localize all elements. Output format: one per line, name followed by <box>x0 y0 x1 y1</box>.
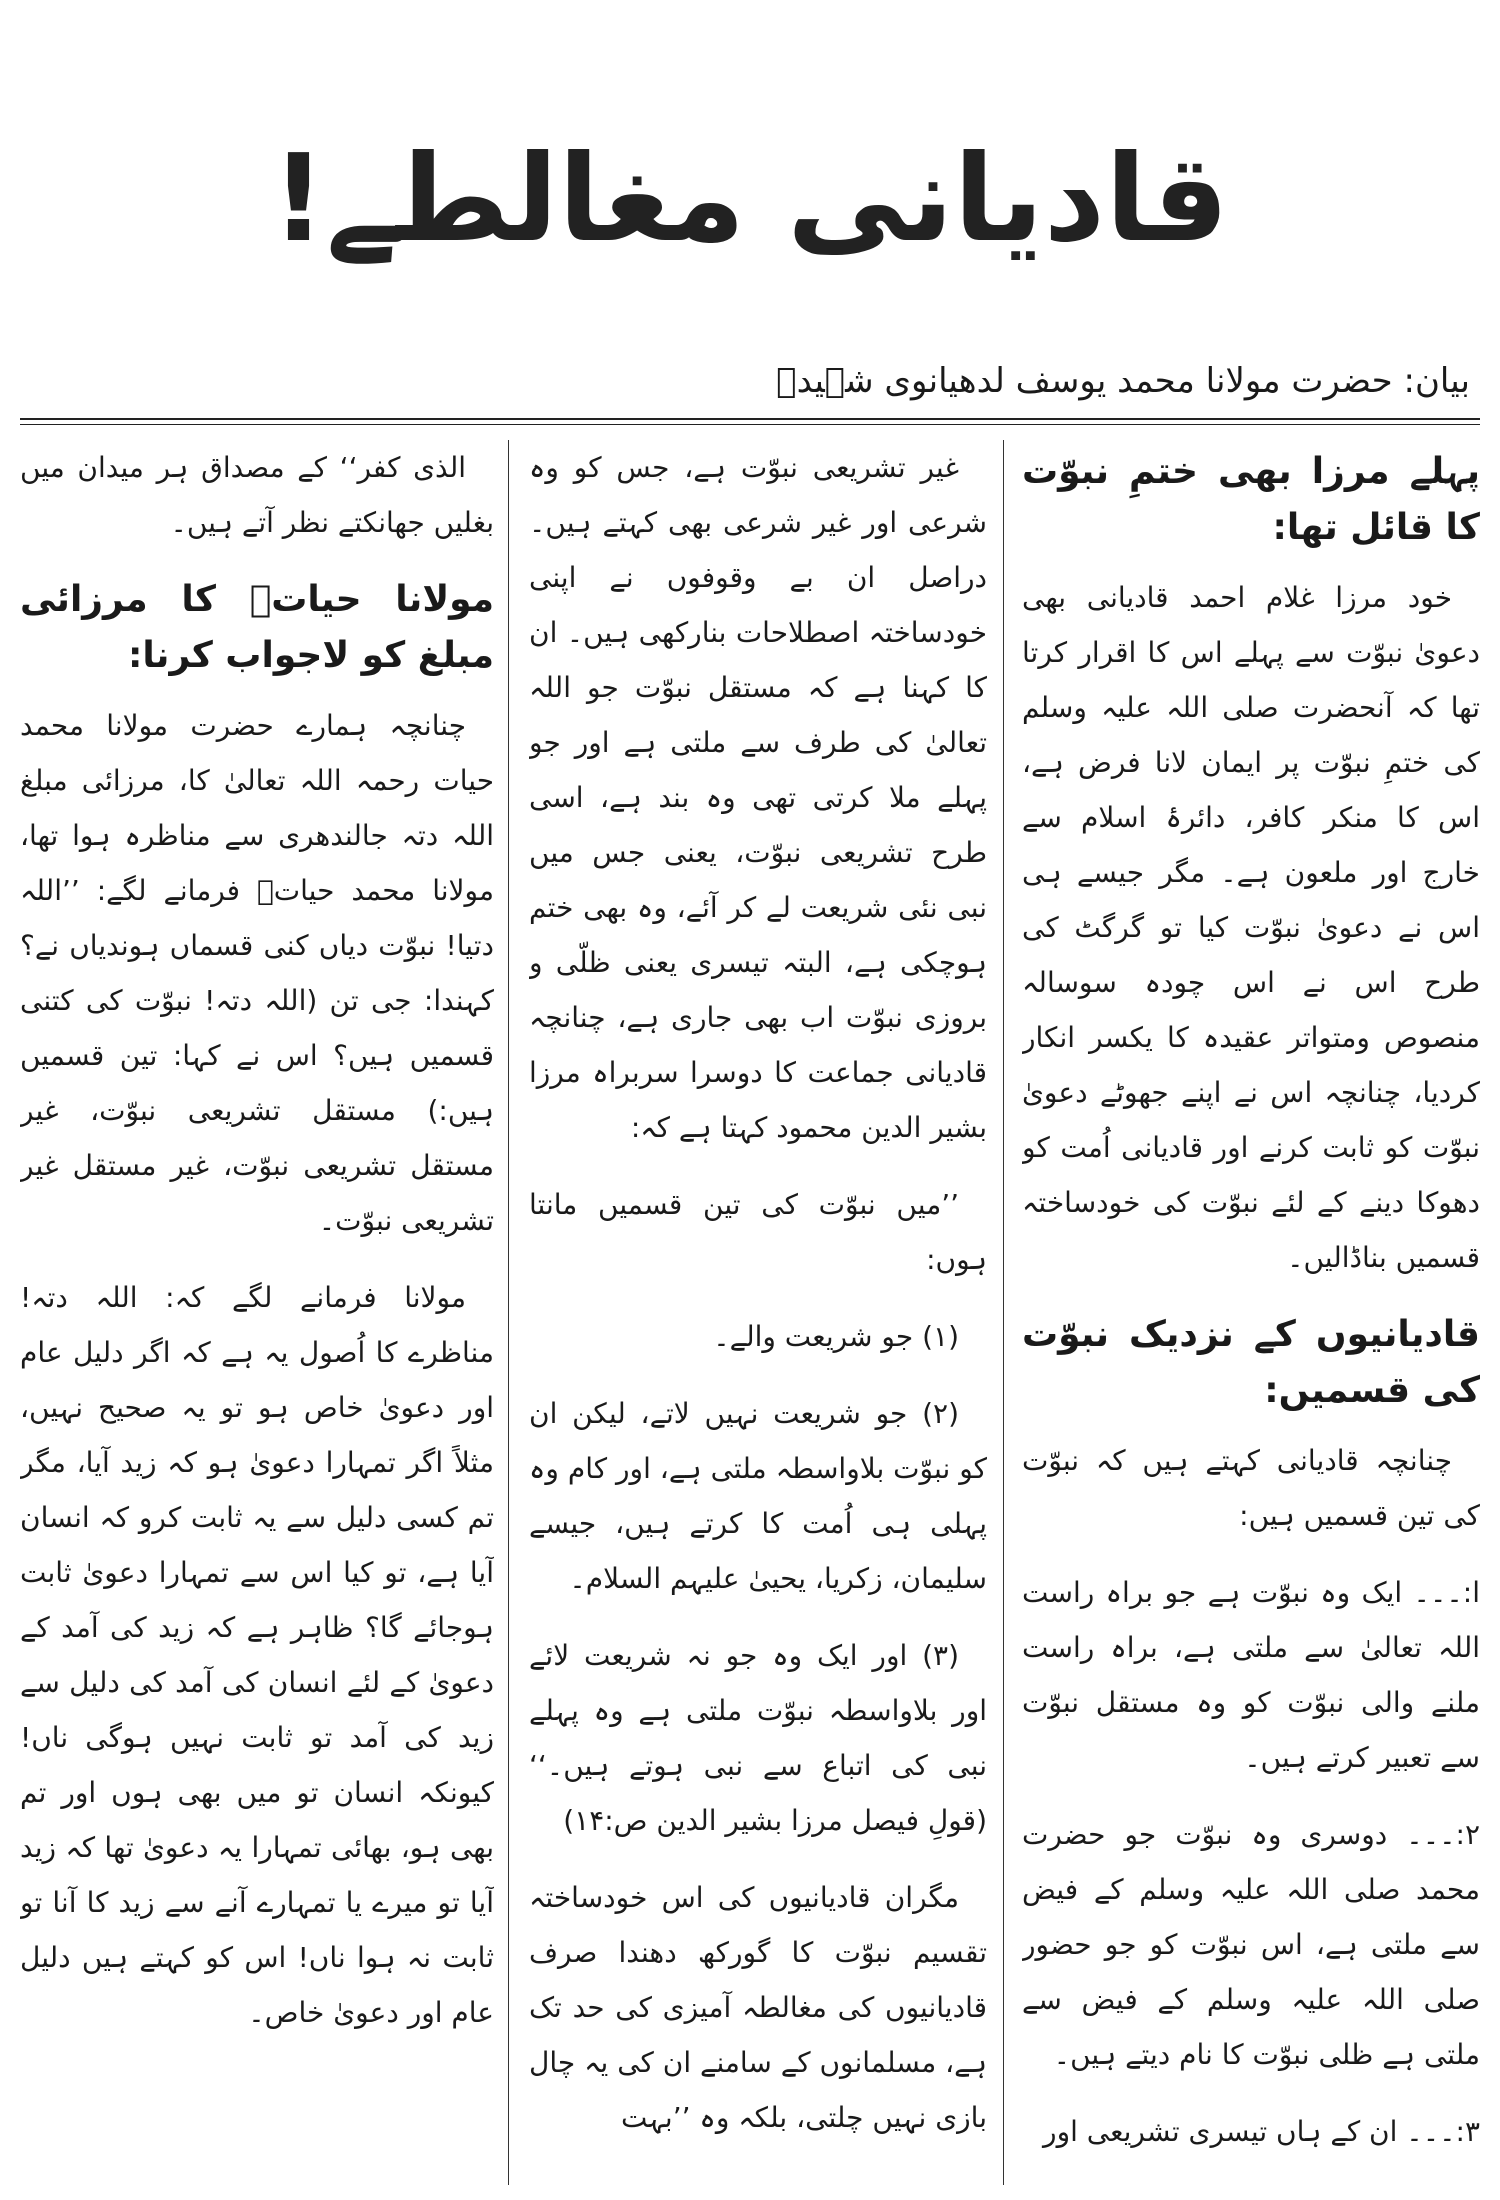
quote-line: ’’میں نبوّت کی تین قسمیں مانتا ہوں: <box>529 1188 987 1276</box>
section-heading: پہلے مرزا بھی ختمِ نبوّت کا قائل تھا: <box>1022 451 1480 548</box>
quote-line: (۱) جو شریعت والے۔ <box>713 1320 959 1353</box>
column-divider <box>1003 440 1004 2185</box>
column-left <box>20 440 494 2185</box>
column-middle <box>529 440 987 2185</box>
paragraph: چنانچہ ہمارے حضرت مولانا محمد حیات رحمہ اللہ تعالیٰ کا، مرزائی مبلغ اللہ دتہ جالندھری سے مناظرہ ہوا تھا، مولانا محمد حیاتؒ فرمانے لگے: ’’اللہ دتیا! نبوّت دیاں کنی قسماں ہوندیاں نے؟ کہندا: جی تن (اللہ دتہ! نبوّت کی کتنی قسمیں ہیں؟ اس نے کہا: تین قسمیں ہیں:) مستقل تشریعی نبوّت، غیر مستقل تشریعی نبوّت، غیر مستقل غیر تشریعی نبوّت۔ <box>20 709 494 1237</box>
paragraph: الذی کفر‘‘ کے مصداق ہر میدان میں بغلیں جھانکتے نظر آتے ہیں۔ <box>20 451 494 539</box>
column-divider <box>508 440 509 2185</box>
paragraph: خود مرزا غلام احمد قادیانی بھی دعویٰ نبوّت سے پہلے اس کا اقرار کرتا تھا کہ آنحضرت صلی اللہ علیہ وسلم کی ختمِ نبوّت پر ایمان لانا فرض ہے، اس کا منکر کافر، دائرۂ اسلام سے خارج اور ملعون ہے۔ مگر جیسے ہی اس نے دعویٰ نبوّت کیا تو گرگٹ کی طرح اس نے اس چودہ سوسالہ منصوص ومتواتر عقیدہ کا یکسر انکار کردیا، چنانچہ اس نے اپنے جھوٹے دعویٰ نبوّت کو ثابت کرنے اور قادیانی اُمت کو دھوکا دینے کے لئے نبوّت کی خودساختہ قسمیں بناڈالیں۔ <box>1022 581 1480 1274</box>
byline-rule <box>20 418 1480 420</box>
paragraph: مگران قادیانیوں کی اس خودساختہ تقسیم نبوّت کا گورکھ دھندا صرف قادیانیوں کی مغالطہ آمیزی کی حد تک ہے، مسلمانوں کے سامنے ان کی یہ چال بازی نہیں چلتی، بلکہ وہ ’’بہت <box>529 1881 987 2134</box>
list-item: ۳:۔۔۔ ان کے ہاں تیسری تشریعی اور <box>1043 2115 1480 2148</box>
list-item: ۲:۔۔۔ دوسری وہ نبوّت جو حضرت محمد صلی اللہ علیہ وسلم کے فیض سے ملتی ہے، اس نبوّت کو جو حضور صلی اللہ علیہ وسلم کے فیض سے ملتی ہے ظلی نبوّت کا نام دیتے ہیں۔ <box>1022 1818 1480 2071</box>
quote-line: (۲) جو شریعت نہیں لاتے، لیکن ان کو نبوّت بلاواسطہ ملتی ہے، اور کام وہ پہلی ہی اُمت کا کرتے ہیں، جیسے سلیمان، زکریا، یحییٰ علیہم السلام۔ <box>529 1397 987 1595</box>
byline-rule-thin <box>20 424 1480 425</box>
paragraph: غیر تشریعی نبوّت ہے، جس کو وہ شرعی اور غیر شرعی بھی کہتے ہیں۔ دراصل ان بے وقوفوں نے اپنی خودساختہ اصطلاحات بنارکھی ہیں۔ ان کا کہنا ہے کہ مستقل نبوّت جو اللہ تعالیٰ کی طرف سے ملتی ہے اور جو پہلے ملا کرتی تھی وہ بند ہے، اسی طرح تشریعی نبوّت، یعنی جس میں نبی نئی شریعت لے کر آئے، وہ بھی ختم ہوچکی ہے، البتہ تیسری یعنی ظلّی و بروزی نبوّت اب بھی جاری ہے، چنانچہ قادیانی جماعت کا دوسرا سربراہ مرزا بشیر الدین محمود کہتا ہے کہ: <box>529 451 987 1144</box>
section-heading: قادیانیوں کے نزدیک نبوّت کی قسمیں: <box>1022 1314 1480 1411</box>
article-byline: بیان: حضرت مولانا محمد یوسف لدھیانوی شہیدؒ <box>776 361 1470 401</box>
quote-line: (۳) اور ایک وہ جو نہ شریعت لائے اور بلاواسطہ نبوّت ملتی ہے وہ پہلے نبی کی اتباع سے نبی ہوتے ہیں۔‘‘ (قولِ فیصل مرزا بشیر الدین ص:۱۴) <box>529 1639 987 1837</box>
paragraph: چنانچہ قادیانی کہتے ہیں کہ نبوّت کی تین قسمیں ہیں: <box>1022 1444 1480 1532</box>
section-heading: مولانا حیاتؒ کا مرزائی مبلغ کو لاجواب کرنا: <box>20 579 494 676</box>
list-item: ا:۔۔۔ ایک وہ نبوّت ہے جو براہ راست اللہ تعالیٰ سے ملتی ہے، براہ راست ملنے والی نبوّت کو وہ مستقل نبوّت سے تعبیر کرتے ہیں۔ <box>1022 1576 1480 1774</box>
column-right <box>1022 440 1480 2185</box>
article-title: قادیانی مغالطے! <box>271 130 1229 269</box>
paragraph: مولانا فرمانے لگے کہ: اللہ دتہ! مناظرے کا اُصول یہ ہے کہ اگر دلیل عام اور دعویٰ خاص ہو تو یہ صحیح نہیں، مثلاً اگر تمہارا دعویٰ ہو کہ زید آیا، مگر تم کسی دلیل سے یہ ثابت کرو کہ انسان آیا ہے، تو کیا اس سے تمہارا دعویٰ ثابت ہوجائے گا؟ ظاہر ہے کہ زید کی آمد کے دعویٰ کے لئے انسان کی آمد کی دلیل سے زید کی آمد تو ثابت نہیں ہوگی ناں! کیونکہ انسان تو میں بھی ہوں اور تم بھی ہو، بھائی تمہارا یہ دعویٰ تھا کہ زید آیا تو میرے یا تمہارے آنے سے زید کا آنا تو ثابت نہ ہوا ناں! اس کو کہتے ہیں دلیل عام اور دعویٰ خاص۔ <box>20 1281 494 2029</box>
